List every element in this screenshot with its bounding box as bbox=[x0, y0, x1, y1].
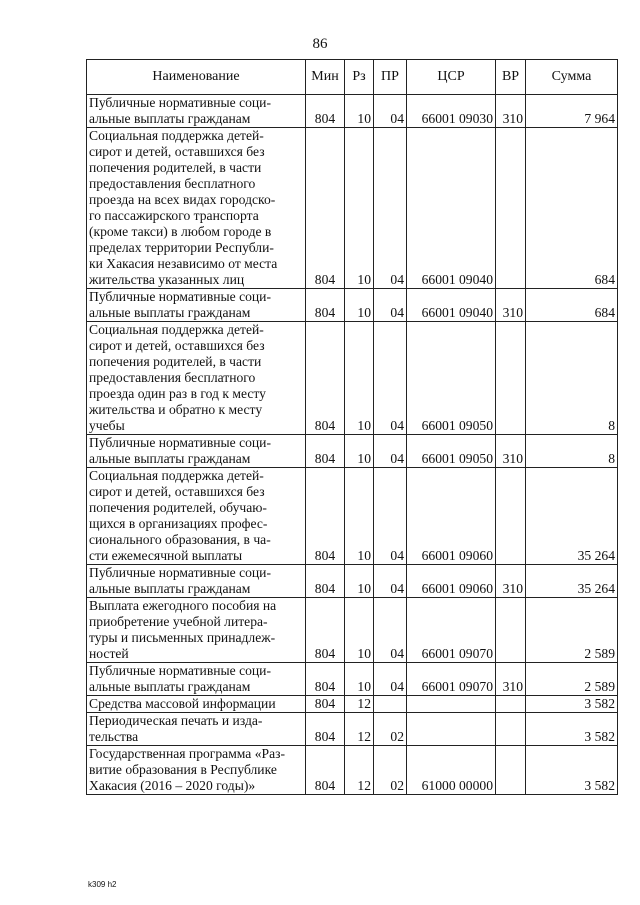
cell-pr: 04 bbox=[374, 289, 407, 322]
header-name: Наименование bbox=[87, 60, 306, 95]
cell-vr bbox=[496, 598, 526, 663]
cell-csr bbox=[407, 713, 496, 746]
header-csr: ЦСР bbox=[407, 60, 496, 95]
cell-csr: 66001 09030 bbox=[407, 95, 496, 128]
cell-name: Выплата ежегодного пособия на приобретение учебной литера- туры и письменных принадлеж- ностей bbox=[87, 598, 306, 663]
cell-pr: 04 bbox=[374, 598, 407, 663]
cell-sum: 35 264 bbox=[526, 468, 618, 565]
cell-name: Социальная поддержка детей- сирот и детей, оставшихся без попечения родителей, обучаю- щихся в организациях профес- сионального образования, в ча- сти ежемесячной выплаты bbox=[87, 468, 306, 565]
cell-min: 804 bbox=[306, 746, 345, 795]
cell-rz: 10 bbox=[345, 289, 374, 322]
cell-name: Социальная поддержка детей- сирот и детей, оставшихся без попечения родителей, в части предоставления бесплатного проезда один раз в год к месту жительства и обратно к месту учебы bbox=[87, 322, 306, 435]
cell-pr: 04 bbox=[374, 128, 407, 289]
cell-sum: 8 bbox=[526, 322, 618, 435]
table-body bbox=[87, 95, 618, 795]
cell-rz: 12 bbox=[345, 696, 374, 713]
cell-pr: 04 bbox=[374, 322, 407, 435]
cell-csr: 66001 09040 bbox=[407, 128, 496, 289]
cell-name: Государственная программа «Раз- витие образования в Республике Хакасия (2016 – 2020 годы)» bbox=[87, 746, 306, 795]
cell-name: Публичные нормативные соци- альные выплаты гражданам bbox=[87, 289, 306, 322]
table-row bbox=[87, 435, 618, 468]
cell-pr bbox=[374, 696, 407, 713]
cell-vr bbox=[496, 713, 526, 746]
cell-sum: 3 582 bbox=[526, 713, 618, 746]
header-min: Мин bbox=[306, 60, 345, 95]
cell-vr bbox=[496, 696, 526, 713]
cell-pr: 04 bbox=[374, 663, 407, 696]
header-rz: Рз bbox=[345, 60, 374, 95]
table-row bbox=[87, 598, 618, 663]
cell-min: 804 bbox=[306, 713, 345, 746]
cell-rz: 10 bbox=[345, 435, 374, 468]
cell-vr bbox=[496, 322, 526, 435]
cell-vr bbox=[496, 746, 526, 795]
cell-min: 804 bbox=[306, 128, 345, 289]
header-pr: ПР bbox=[374, 60, 407, 95]
table-row bbox=[87, 696, 618, 713]
cell-csr: 66001 09070 bbox=[407, 663, 496, 696]
cell-csr: 61000 00000 bbox=[407, 746, 496, 795]
cell-csr: 66001 09050 bbox=[407, 322, 496, 435]
cell-vr: 310 bbox=[496, 95, 526, 128]
table-header-row bbox=[87, 60, 618, 95]
cell-csr: 66001 09050 bbox=[407, 435, 496, 468]
cell-pr: 04 bbox=[374, 468, 407, 565]
cell-rz: 10 bbox=[345, 468, 374, 565]
table-row bbox=[87, 468, 618, 565]
table-row bbox=[87, 95, 618, 128]
cell-rz: 12 bbox=[345, 713, 374, 746]
cell-name: Периодическая печать и изда- тельства bbox=[87, 713, 306, 746]
cell-rz: 10 bbox=[345, 565, 374, 598]
cell-sum: 684 bbox=[526, 289, 618, 322]
cell-min: 804 bbox=[306, 435, 345, 468]
cell-sum: 3 582 bbox=[526, 696, 618, 713]
cell-sum: 3 582 bbox=[526, 746, 618, 795]
cell-pr: 02 bbox=[374, 713, 407, 746]
cell-vr: 310 bbox=[496, 289, 526, 322]
cell-min: 804 bbox=[306, 696, 345, 713]
cell-pr: 04 bbox=[374, 435, 407, 468]
header-vr: ВР bbox=[496, 60, 526, 95]
cell-sum: 35 264 bbox=[526, 565, 618, 598]
footer-code: k309 h2 bbox=[88, 880, 117, 889]
header-sum: Сумма bbox=[526, 60, 618, 95]
cell-pr: 04 bbox=[374, 565, 407, 598]
cell-sum: 2 589 bbox=[526, 663, 618, 696]
cell-csr bbox=[407, 696, 496, 713]
table-row bbox=[87, 713, 618, 746]
cell-min: 804 bbox=[306, 322, 345, 435]
cell-min: 804 bbox=[306, 565, 345, 598]
cell-vr bbox=[496, 468, 526, 565]
cell-sum: 8 bbox=[526, 435, 618, 468]
cell-min: 804 bbox=[306, 663, 345, 696]
cell-name: Публичные нормативные соци- альные выплаты гражданам bbox=[87, 95, 306, 128]
table-row bbox=[87, 128, 618, 289]
cell-rz: 10 bbox=[345, 95, 374, 128]
cell-rz: 10 bbox=[345, 128, 374, 289]
table-row bbox=[87, 322, 618, 435]
cell-min: 804 bbox=[306, 289, 345, 322]
cell-sum: 684 bbox=[526, 128, 618, 289]
cell-min: 804 bbox=[306, 95, 345, 128]
cell-sum: 7 964 bbox=[526, 95, 618, 128]
cell-rz: 12 bbox=[345, 746, 374, 795]
cell-pr: 02 bbox=[374, 746, 407, 795]
cell-sum: 2 589 bbox=[526, 598, 618, 663]
cell-rz: 10 bbox=[345, 322, 374, 435]
cell-vr: 310 bbox=[496, 565, 526, 598]
cell-csr: 66001 09070 bbox=[407, 598, 496, 663]
cell-pr: 04 bbox=[374, 95, 407, 128]
cell-rz: 10 bbox=[345, 598, 374, 663]
cell-name: Средства массовой информации bbox=[87, 696, 306, 713]
cell-rz: 10 bbox=[345, 663, 374, 696]
table-row bbox=[87, 565, 618, 598]
table-row bbox=[87, 289, 618, 322]
cell-min: 804 bbox=[306, 598, 345, 663]
cell-vr bbox=[496, 128, 526, 289]
cell-name: Социальная поддержка детей- сирот и детей, оставшихся без попечения родителей, в части предоставления бесплатного проезда на всех видах городско- го пассажирского транспорта (кроме такси) в любом городе в пределах территории Республи- ки Хакасия независимо от места жительства указанных лиц bbox=[87, 128, 306, 289]
table-row bbox=[87, 663, 618, 696]
cell-csr: 66001 09040 bbox=[407, 289, 496, 322]
page-number: 86 bbox=[312, 36, 328, 52]
cell-min: 804 bbox=[306, 468, 345, 565]
cell-name: Публичные нормативные соци- альные выплаты гражданам bbox=[87, 435, 306, 468]
cell-name: Публичные нормативные соци- альные выплаты гражданам bbox=[87, 663, 306, 696]
table-row bbox=[87, 746, 618, 795]
cell-vr: 310 bbox=[496, 663, 526, 696]
budget-table bbox=[86, 59, 618, 795]
cell-vr: 310 bbox=[496, 435, 526, 468]
cell-csr: 66001 09060 bbox=[407, 565, 496, 598]
cell-csr: 66001 09060 bbox=[407, 468, 496, 565]
cell-name: Публичные нормативные соци- альные выплаты гражданам bbox=[87, 565, 306, 598]
